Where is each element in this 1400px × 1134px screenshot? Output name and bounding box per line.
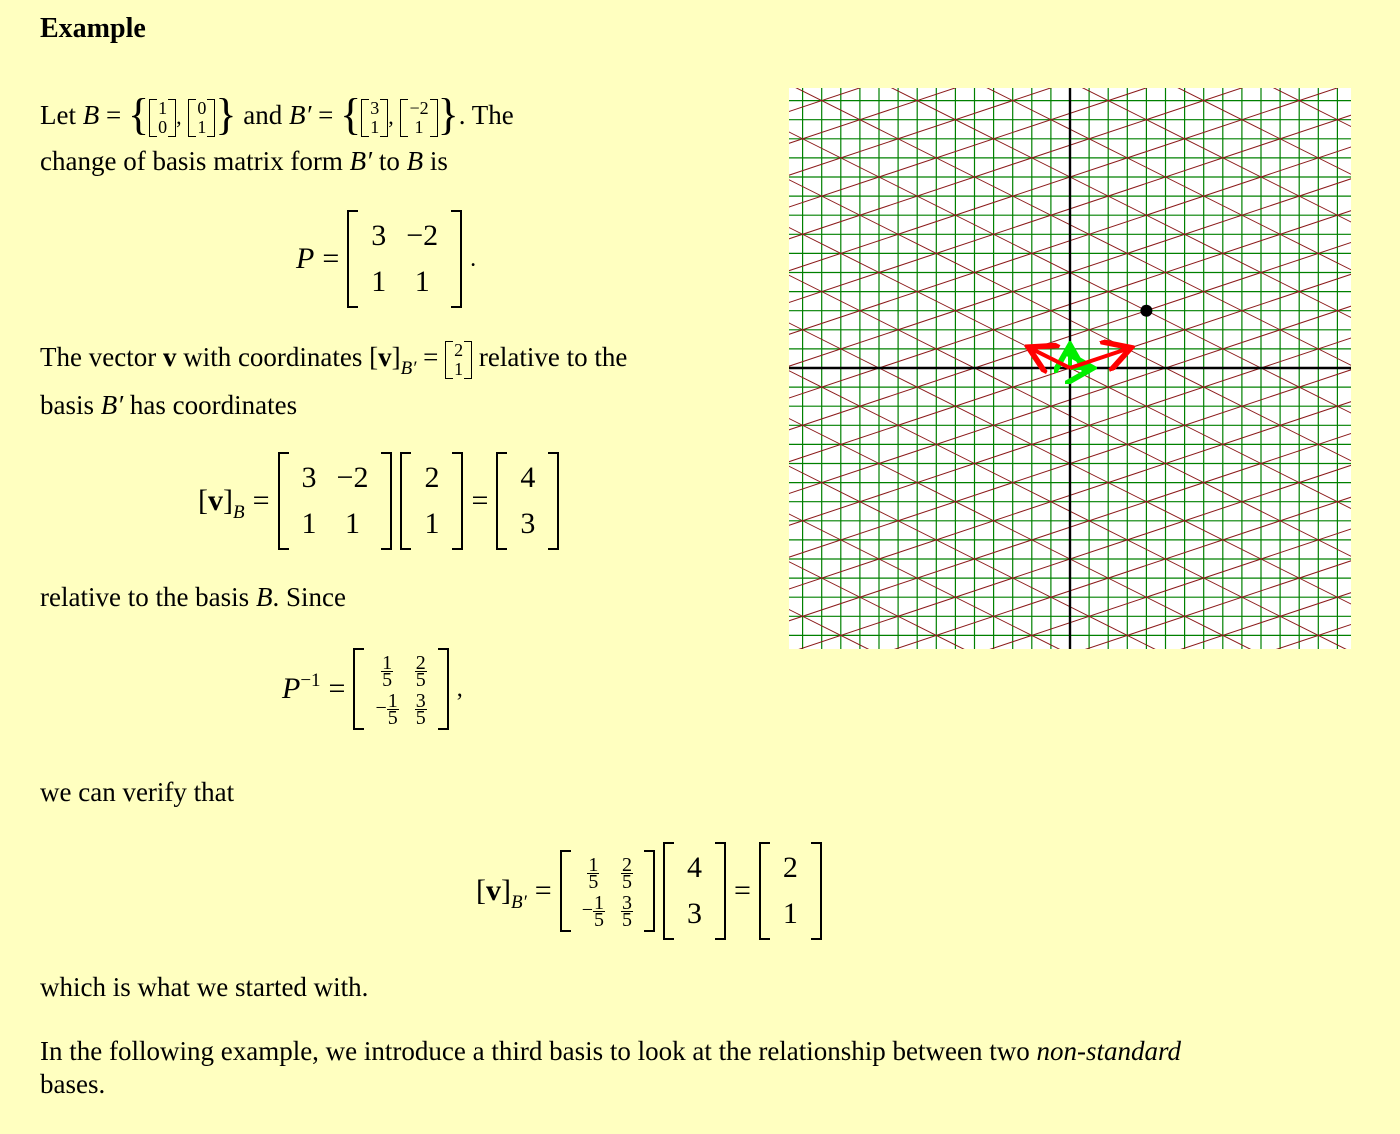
vector-v-symbol: v	[162, 342, 177, 372]
next-example-line-1: In the following example, we introduce a third basis to look at the relationship between two non-standard	[40, 1036, 1182, 1066]
vector-line-1: The vector v with coordinates $[v]_{B'}$ = 2 1 relative to the	[40, 339, 628, 379]
equation-v-in-Bprime: $[v]_{B'}$ = $\frac{1}{5}$ $\frac{2}{5}$ − $\frac{1}{5}$ $\frac{3}{5}$ 4 3 = 2 1	[476, 842, 822, 940]
next-example-line-2: bases.	[40, 1069, 106, 1099]
intro-line-2: change of basis matrix form B′ to B is	[40, 146, 448, 176]
basis-Bprime-vector-2: −2 1	[400, 99, 437, 137]
matrix-P-copy: 3 −2 1 1	[278, 452, 393, 550]
equals-sign: =	[105, 100, 122, 131]
symbol-B-prime: B′	[288, 100, 312, 131]
matrix-P-equation: P = 3 −2 1 1 .	[296, 210, 484, 308]
text-and: and	[243, 100, 283, 131]
conclusion-line: which is what we started with.	[40, 972, 369, 1002]
basis-Bprime-vector-1: 3 1	[361, 99, 388, 137]
basis-B-vector-2: 0 1	[188, 99, 215, 137]
matrix-P: 3 −2 1 1	[347, 210, 462, 308]
basis-B-vector-1: 1 0	[149, 99, 176, 137]
symbol-P: P	[296, 242, 315, 275]
vector-v-B: 4 3	[663, 842, 726, 940]
vector-v-Bprime-result: 2 1	[759, 842, 822, 940]
inverse-equation: $P^{-1}$ = $\frac{1}{5}$ $\frac{2}{5}$ − $\frac{1}{5}$ $\frac{3}{5}$ ,	[282, 648, 471, 730]
verify-line: we can verify that	[40, 777, 235, 807]
vector-v-Bprime: 2 1	[400, 452, 463, 550]
vector-line-2: basis B′ has coordinates	[40, 390, 298, 420]
coordinate-vector-Bprime: 2 1	[445, 341, 472, 379]
since-line: relative to the basis B. Since	[40, 582, 346, 612]
basis-grid-figure	[789, 88, 1351, 649]
equation-v-in-B: $[v]_B$ = 3 −2 1 1 2 1 = 4 3	[198, 452, 559, 550]
matrix-P-inverse: $\frac{1}{5}$ $\frac{2}{5}$ − $\frac{1}{5}$ $\frac{3}{5}$	[353, 648, 448, 730]
text-let: Let	[40, 100, 76, 131]
example-heading: Example	[40, 13, 146, 44]
vector-v-B-result: 4 3	[496, 452, 559, 550]
matrix-P-inverse-copy: $\frac{1}{5}$ $\frac{2}{5}$ − $\frac{1}{5}$ $\frac{3}{5}$	[560, 850, 655, 932]
symbol-B: B	[82, 100, 100, 131]
point-v	[1140, 305, 1152, 317]
text-the: . The	[458, 100, 514, 131]
intro-line-1: Let B = { 1 0 , 0 1 } and B′ = { 3 1 , −2 1 }. The	[40, 90, 514, 139]
